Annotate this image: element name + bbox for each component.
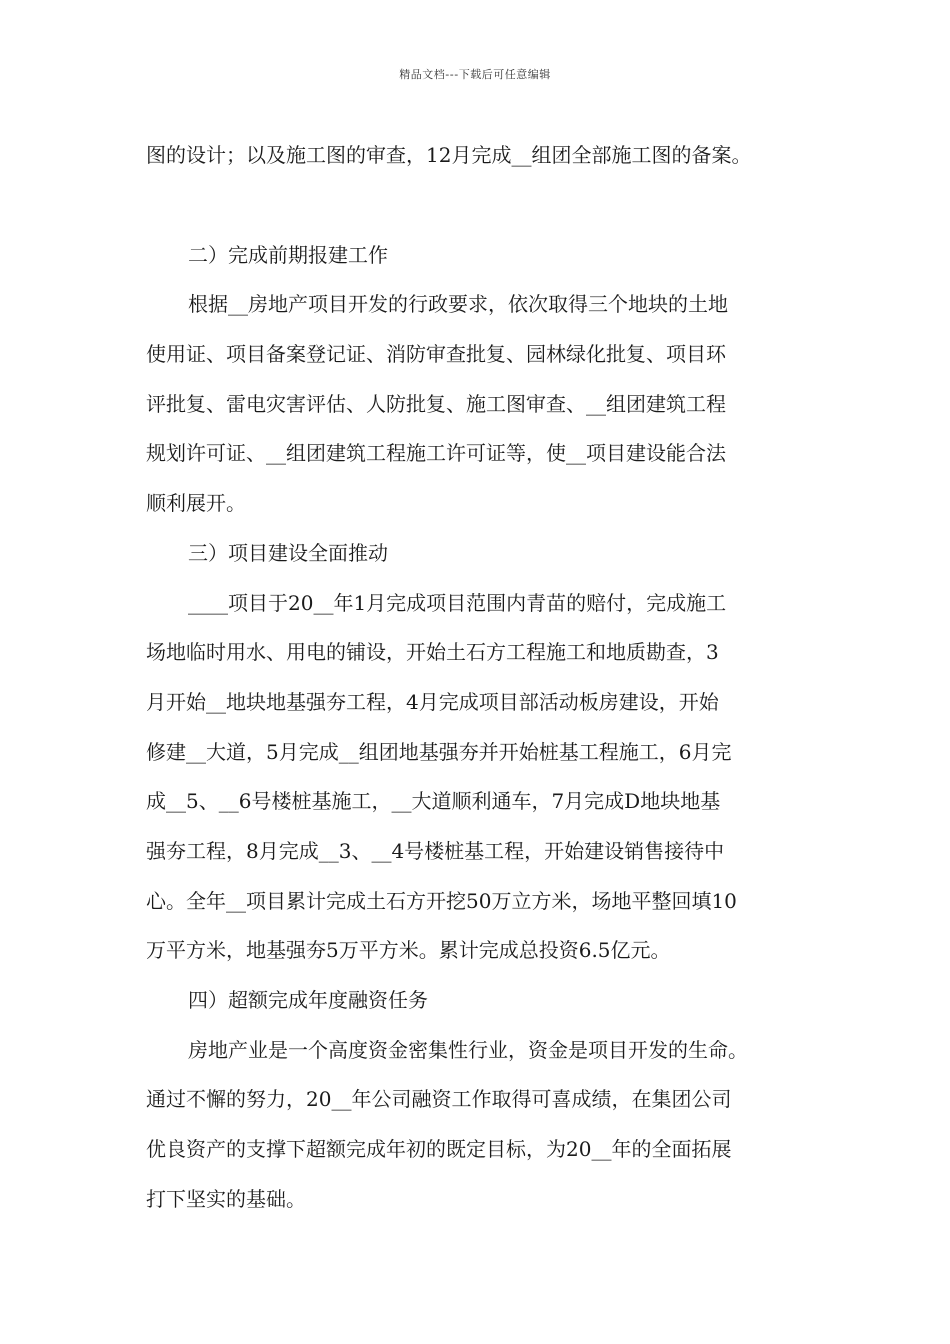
text-line: 评批复、雷电灾害评估、人防批复、施工图审查、__组团建筑工程 [146, 391, 726, 416]
text-line: 通过不懈的努力，20__年公司融资工作取得可喜成绩，在集团公司 [146, 1087, 732, 1112]
text-line: 图的设计；以及施工图的审查，12月完成__组团全部施工图的备案。 [146, 143, 752, 167]
text-line: 规划许可证、__组团建筑工程施工许可证等，使__项目建设能合法 [146, 441, 726, 466]
text-line: 成__5、__6号楼桩基施工，__大道顺利通车，7月完成D地块地基 [146, 789, 721, 814]
text-line: 顺利展开。 [146, 491, 246, 516]
text-line: ____项目于20__年1月完成项目范围内青苗的赔付，完成施工 [188, 590, 727, 615]
text-line: 使用证、项目备案登记证、消防审查批复、园林绿化批复、项目环 [146, 342, 726, 367]
section-heading: 三）项目建设全面推动 [188, 540, 388, 565]
document-body [146, 131, 810, 1224]
text-line: 心。全年__项目累计完成土石方开挖50万立方米，场地平整回填10 [146, 888, 737, 913]
text-line: 万平方米，地基强夯5万平方米。累计完成总投资6.5亿元。 [146, 938, 671, 963]
text-line: 根据__房地产项目开发的行政要求，依次取得三个地块的土地 [188, 292, 728, 317]
text-line: 优良资产的支撑下超额完成年初的既定目标，为20__年的全面拓展 [146, 1137, 732, 1162]
section-heading: 二）完成前期报建工作 [188, 242, 388, 267]
text-line: 打下坚实的基础。 [146, 1186, 306, 1211]
page-header: 精品文档---下载后可任意编辑 [399, 68, 551, 81]
text-line: 修建__大道，5月完成__组团地基强夯并开始桩基工程施工，6月完 [146, 739, 732, 764]
text-line: 场地临时用水、用电的铺设，开始土石方工程施工和地质勘查，3 [146, 640, 719, 665]
paragraph-gap [146, 181, 810, 231]
text-line: 强夯工程，8月完成__3、__4号楼桩基工程，开始建设销售接待中 [146, 838, 725, 863]
text-line: 月开始__地块地基强夯工程，4月完成项目部活动板房建设，开始 [146, 689, 719, 714]
section-heading: 四）超额完成年度融资任务 [188, 988, 428, 1012]
text-line: 房地产业是一个高度资金密集性行业，资金是项目开发的生命。 [188, 1037, 748, 1062]
